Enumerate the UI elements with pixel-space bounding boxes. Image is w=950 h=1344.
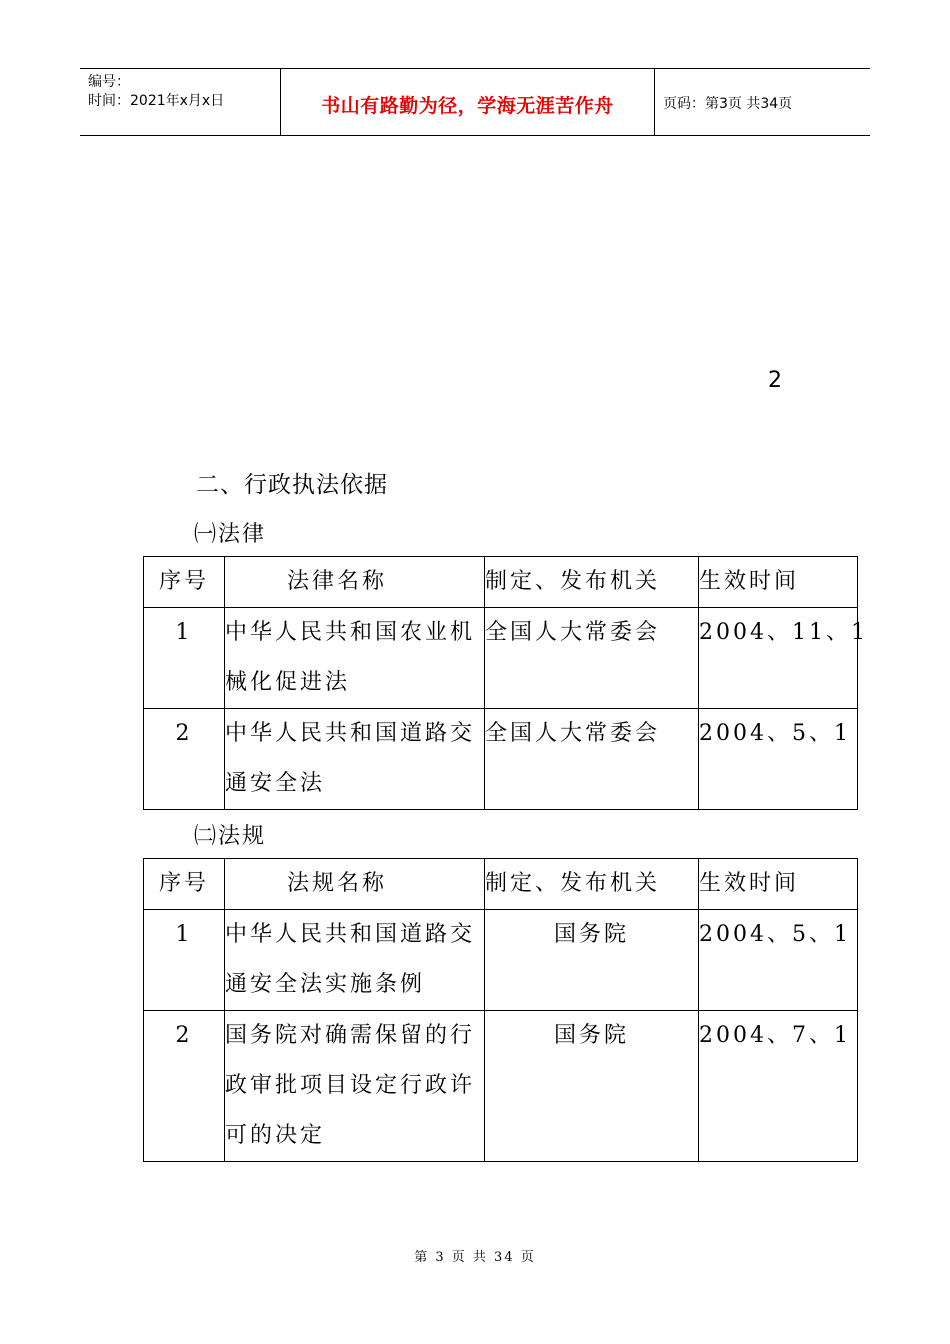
page-info: 页码：第3页 共34页: [663, 96, 793, 112]
table-header-row: [144, 557, 858, 608]
header-name: 法律名称: [225, 557, 485, 608]
row-date: 2004、7、1: [699, 1011, 858, 1162]
header-meta-cell: [80, 69, 281, 135]
header-seq: 序号: [144, 859, 225, 910]
table-header-row: [144, 859, 858, 910]
row-date: 2004、5、1: [699, 709, 858, 810]
header-date: 生效时间: [699, 859, 858, 910]
header-org: 制定、发布机关: [485, 859, 699, 910]
page-number-mark: 2: [768, 368, 782, 393]
row-org: 国务院: [485, 1011, 699, 1162]
document-header: [80, 68, 870, 136]
header-name: 法规名称: [225, 859, 485, 910]
row-name: 中华人民共和国道路交通安全法: [225, 709, 485, 810]
time-label: 时间：2021年x月x日: [88, 93, 225, 109]
header-motto-cell: [281, 69, 655, 135]
regulations-subtitle: ㈡法规: [194, 824, 267, 849]
header-org: 制定、发布机关: [485, 557, 699, 608]
row-org: 全国人大常委会: [485, 608, 699, 709]
table-row: [144, 910, 858, 1011]
header-page-cell: [655, 69, 870, 135]
page-footer: 第 3 页 共 34 页: [414, 1250, 536, 1265]
motto-text: 书山有路勤为径，学海无涯苦作舟: [321, 95, 614, 117]
section-title: 二、行政执法依据: [196, 472, 388, 498]
regulations-table: [143, 858, 858, 1162]
row-date: 2004、11、1: [699, 608, 858, 709]
row-date: 2004、5、1: [699, 910, 858, 1011]
table-row: [144, 1011, 858, 1162]
row-name: 中华人民共和国道路交通安全法实施条例: [225, 910, 485, 1011]
row-seq: 1: [144, 608, 225, 709]
row-name: 中华人民共和国农业机械化促进法: [225, 608, 485, 709]
row-seq: 2: [144, 1011, 225, 1162]
serial-label: 编号：: [88, 74, 130, 90]
laws-subtitle: ㈠法律: [194, 522, 267, 547]
row-org: 国务院: [485, 910, 699, 1011]
row-name: 国务院对确需保留的行政审批项目设定行政许可的决定: [225, 1011, 485, 1162]
row-org: 全国人大常委会: [485, 709, 699, 810]
row-seq: 2: [144, 709, 225, 810]
table-row: [144, 608, 858, 709]
header-date: 生效时间: [699, 557, 858, 608]
header-seq: 序号: [144, 557, 225, 608]
row-seq: 1: [144, 910, 225, 1011]
table-row: [144, 709, 858, 810]
laws-table: [143, 556, 868, 810]
